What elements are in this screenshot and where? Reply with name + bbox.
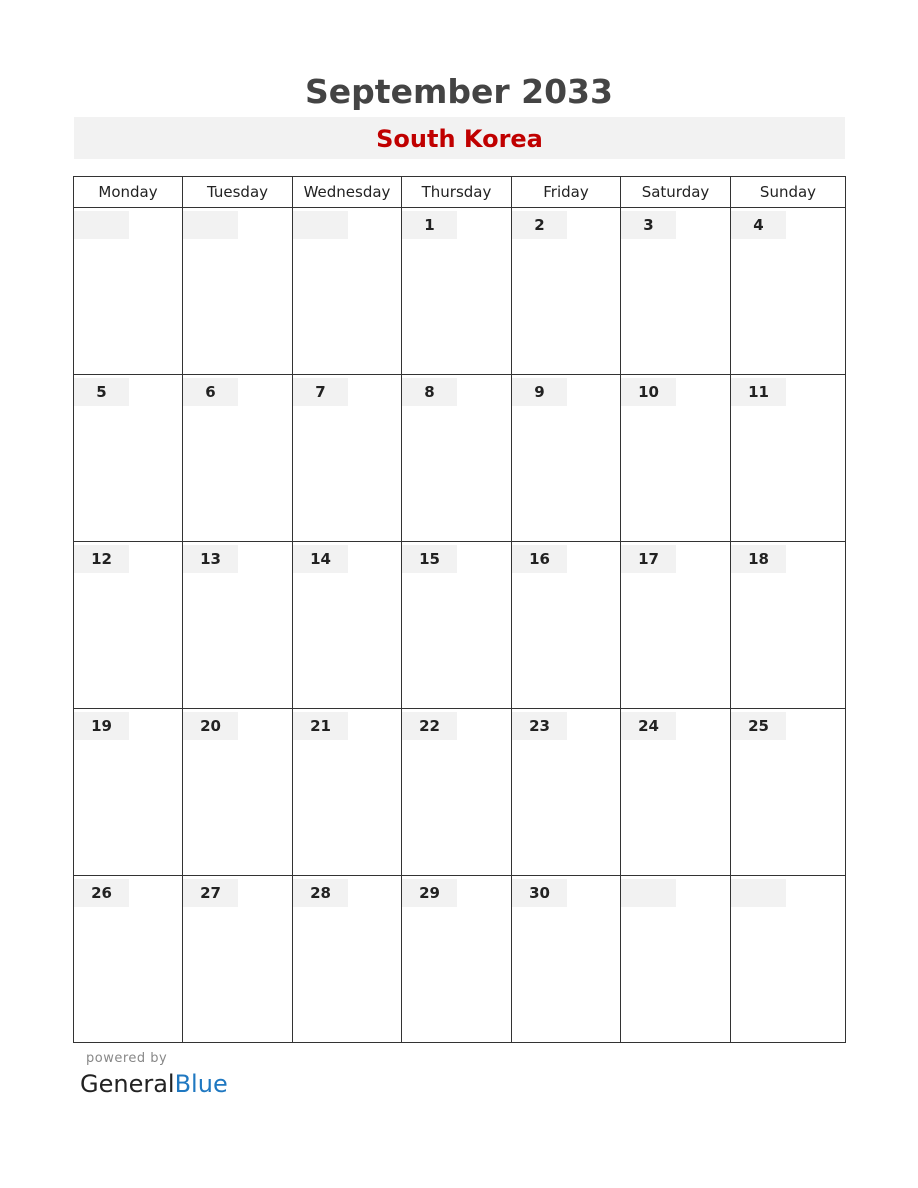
day-cell [621, 208, 731, 375]
day-number: 14 [293, 545, 348, 573]
powered-by-text: powered by [86, 1051, 168, 1066]
day-cell [293, 709, 402, 876]
day-cell [621, 876, 731, 1043]
day-cell [183, 542, 293, 709]
day-cell [293, 876, 402, 1043]
weekday-header: Monday [74, 177, 183, 208]
day-number: 25 [731, 712, 786, 740]
brand-general-text: General [80, 1070, 175, 1098]
day-number: 20 [183, 712, 238, 740]
day-number: 8 [402, 378, 457, 406]
day-number: 11 [731, 378, 786, 406]
day-cell [621, 375, 731, 542]
calendar-grid [73, 176, 846, 1043]
day-number: 13 [183, 545, 238, 573]
brand-blue-text: Blue [174, 1070, 228, 1098]
day-cell [512, 208, 621, 375]
day-number: 17 [621, 545, 676, 573]
day-number: 12 [74, 545, 129, 573]
weekday-header: Thursday [402, 177, 512, 208]
country-banner [74, 117, 845, 159]
day-number: 18 [731, 545, 786, 573]
weekday-header: Friday [512, 177, 621, 208]
day-cell [731, 375, 846, 542]
week-row [74, 876, 846, 1043]
weekday-header: Tuesday [183, 177, 293, 208]
day-number: 22 [402, 712, 457, 740]
day-cell [74, 542, 183, 709]
day-number: 23 [512, 712, 567, 740]
day-cell [621, 542, 731, 709]
day-number: 6 [183, 378, 238, 406]
day-number: 21 [293, 712, 348, 740]
day-cell [621, 709, 731, 876]
day-cell [183, 709, 293, 876]
day-number [621, 879, 676, 907]
weekday-header: Sunday [731, 177, 846, 208]
day-cell [74, 709, 183, 876]
day-cell [402, 542, 512, 709]
day-cell [731, 876, 846, 1043]
day-number [183, 211, 238, 239]
day-number: 1 [402, 211, 457, 239]
day-number: 10 [621, 378, 676, 406]
day-cell [512, 375, 621, 542]
day-cell [512, 876, 621, 1043]
weekday-header-row [74, 177, 846, 208]
day-number: 16 [512, 545, 567, 573]
day-cell [731, 208, 846, 375]
day-number: 28 [293, 879, 348, 907]
day-number [74, 211, 129, 239]
day-number: 2 [512, 211, 567, 239]
day-cell [402, 709, 512, 876]
day-number [731, 879, 786, 907]
weekday-header: Wednesday [293, 177, 402, 208]
day-number: 4 [731, 211, 786, 239]
day-number: 15 [402, 545, 457, 573]
day-cell [74, 876, 183, 1043]
day-cell [731, 542, 846, 709]
day-cell [74, 375, 183, 542]
day-number: 27 [183, 879, 238, 907]
weekday-header: Saturday [621, 177, 731, 208]
day-cell [293, 375, 402, 542]
day-cell [402, 375, 512, 542]
day-cell [183, 375, 293, 542]
generalblue-logo[interactable] [80, 1068, 228, 1100]
day-cell [512, 709, 621, 876]
page-title: September 2033 [305, 72, 613, 111]
day-number: 24 [621, 712, 676, 740]
week-row [74, 375, 846, 542]
day-cell [402, 876, 512, 1043]
day-cell [183, 876, 293, 1043]
day-cell [731, 709, 846, 876]
day-cell [402, 208, 512, 375]
day-cell [293, 542, 402, 709]
day-cell [183, 208, 293, 375]
day-number: 30 [512, 879, 567, 907]
week-row [74, 208, 846, 375]
day-number: 7 [293, 378, 348, 406]
day-number: 29 [402, 879, 457, 907]
country-name: South Korea [376, 125, 543, 153]
day-number: 3 [621, 211, 676, 239]
day-number [293, 211, 348, 239]
day-number: 5 [74, 378, 129, 406]
day-cell [512, 542, 621, 709]
day-cell [293, 208, 402, 375]
day-cell [74, 208, 183, 375]
day-number: 19 [74, 712, 129, 740]
day-number: 26 [74, 879, 129, 907]
week-row [74, 542, 846, 709]
day-number: 9 [512, 378, 567, 406]
week-row [74, 709, 846, 876]
